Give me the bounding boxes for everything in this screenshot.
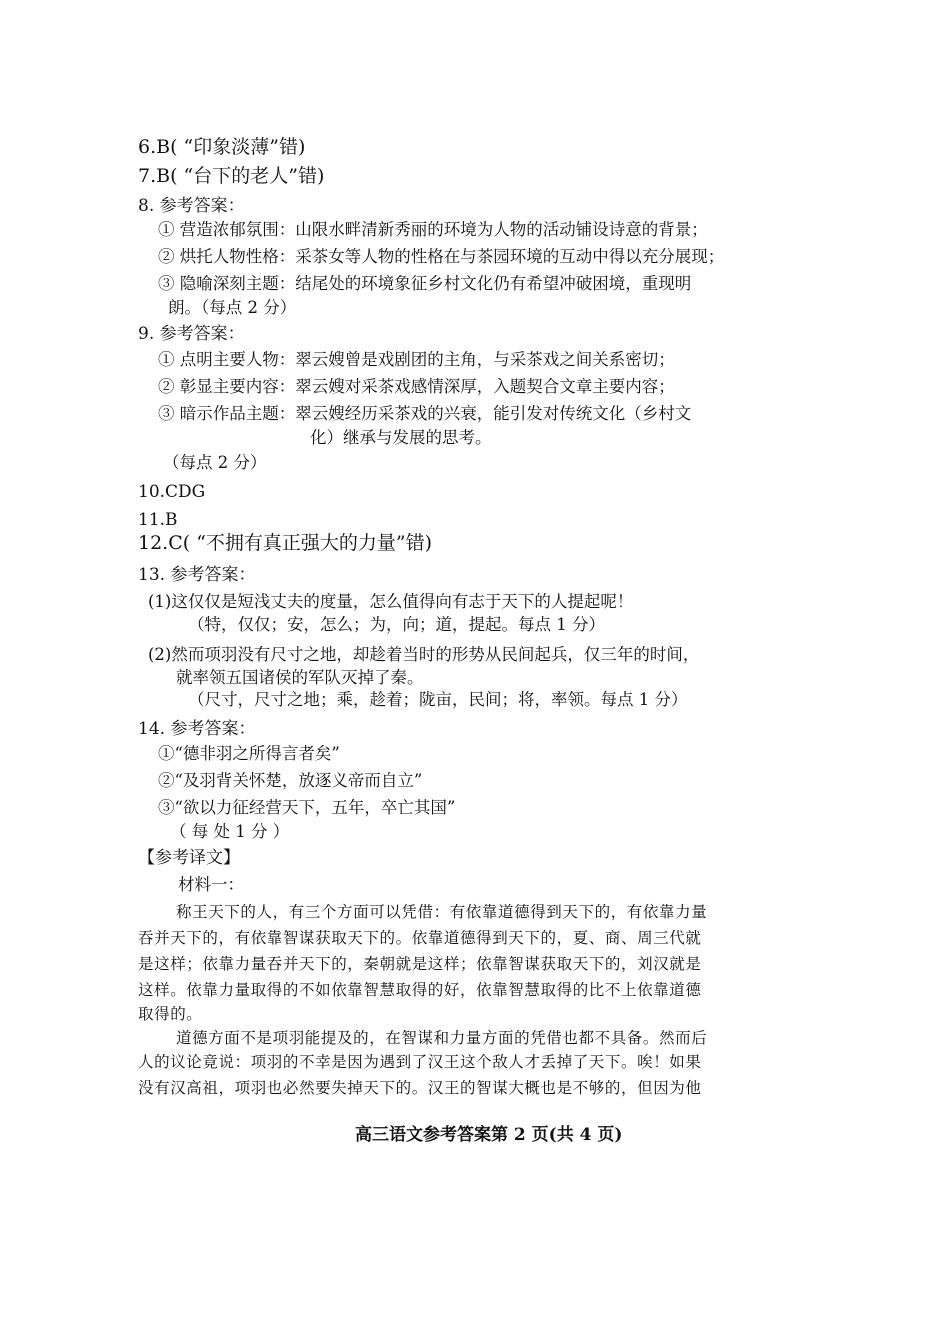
translation-line: 吞并天下的，有依靠智谋获取天下的。依靠道德得到天下的，夏、商、周三代就 [138,929,702,947]
translation-material-label: 材料一： [178,875,244,894]
answer-14-title: 14. 参考答案： [138,719,256,739]
answer-14-item: ②“及羽背关怀楚，放逐义帝而自立” [158,771,423,790]
answer-14-item: ③“欲以力征经营天下，五年，卒亡其国” [158,798,456,817]
answer-9-item: ② 彰显主要内容：翠云嫂对采茶戏感情深厚，入题契合文章主要内容； [158,377,675,396]
page-footer: 高三语文参考答案第 2 页(共 4 页) [355,1125,623,1145]
translation-line: 取得的。 [138,1005,203,1023]
translation-line: 道德方面不是项羽能提及的，在智谋和力量方面的凭借也都不具备。然而后 [176,1029,708,1047]
translation-heading: 【参考译文】 [138,848,240,868]
answer-13-item: (2)然而项羽没有尺寸之地，却趁着当时的形势从民间起兵，仅三年的时间， [148,645,700,664]
answer-9-score: （每点 2 分） [163,453,267,472]
answer-8-item: ③ 隐喻深刻主题：结尾处的环境象征乡村文化仍有希望冲破困境，重现明 [158,274,692,293]
answer-9-item: ③ 暗示作品主题：翠云嫂经历采茶戏的兴衰，能引发对传统文化（乡村文 [158,404,692,423]
answer-8-title: 8. 参考答案： [138,196,245,216]
answer-9-item: 化）继承与发展的思考。 [310,428,492,447]
answer-13-item: 就率领五国诸侯的军队灭掉了秦。 [176,668,424,687]
answer-12: 12.C( “不拥有真正强大的力量”错) [138,532,433,554]
answer-13-score: （尺寸，尺寸之地；乘，趁着；陇亩，民间；将，率领。每点 1 分） [188,690,688,709]
answer-6: 6.B( “印象淡薄”错) [138,136,306,158]
answer-9-item: ① 点明主要人物：翠云嫂曾是戏剧团的主角，与采茶戏之间关系密切； [158,350,675,369]
answer-13-title: 13. 参考答案： [138,565,256,585]
answer-8-item: ② 烘托人物性格：采茶女等人物的性格在与茶园环境的互动中得以充分展现； [158,247,725,266]
answer-8-item: ① 营造浓郁氛围：山限水畔清新秀丽的环境为人物的活动铺设诗意的背景； [158,220,708,239]
translation-line: 这样。依靠力量取得的不如依靠智慧取得的好，依靠智慧取得的比不上依靠道德 [138,981,702,999]
answer-8-score: 朗。（每点 2 分） [168,298,297,317]
answer-10: 10.CDG [138,482,206,502]
translation-line: 人的议论竟说：项羽的不幸是因为遇到了汉王这个敌人才丢掉了天下。唉！如果 [138,1053,702,1071]
answer-7: 7.B( “台下的老人”错) [138,165,325,187]
answer-14-item: ①“德非羽之所得言者矣” [158,744,340,763]
answer-9-title: 9. 参考答案： [138,324,245,344]
answer-11: 11.B [138,510,178,530]
translation-line: 没有汉高祖，项羽也必然要失掉天下的。汉王的智谋大概也是不够的，但因为他 [138,1079,702,1097]
translation-line: 称王天下的人，有三个方面可以凭借：有依靠道德得到天下的，有依靠力量 [176,903,708,921]
answer-14-score: （ 每 处 1 分 ） [170,822,290,841]
answer-13-score: （特，仅仅；安，怎么；为，向；道，提起。每点 1 分） [188,615,605,634]
translation-line: 是这样；依靠力量吞并天下的，秦朝就是这样；依靠智谋获取天下的，刘汉就是 [138,955,702,973]
answer-13-item: (1)这仅仅是短浅丈夫的度量，怎么值得向有志于天下的人提起呢！ [148,592,634,611]
